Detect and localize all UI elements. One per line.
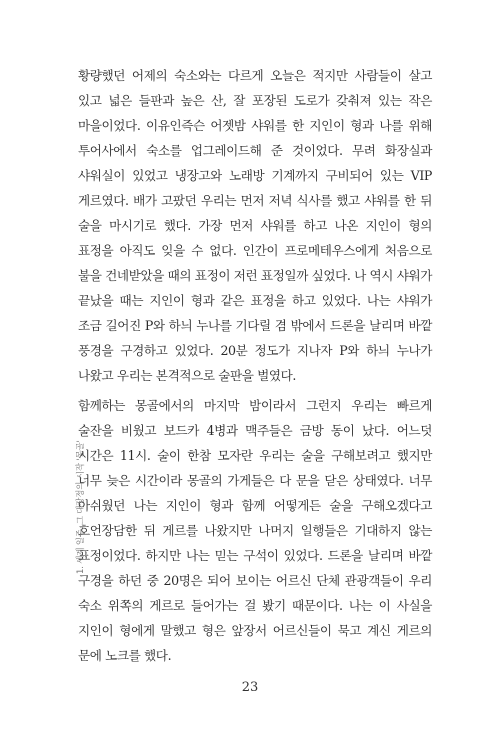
running-head: 1. 세계 일주, 그 대장정의 시작 '몽골' <box>76 440 86 574</box>
body-paragraph-1: 황량했던 어제의 숙소와는 다르게 오늘은 적지만 사람들이 살고 있고 넓은 들판과 높은 산, 잘 포장된 도로가 갖춰져 있는 작은 마을이었다. 이유인즉슨 어젯밤 샤워를 한 지인이 형과 나를 위해 투어사에서 숙소를 업그레이드해 준 것이었다. 무려 화장실과 샤워실이 있었고 냉장고와 노래방 기계까지 구비되어 있는 VIP 게르였다. 배가 고팠던 우리는 먼저 저녁 식사를 했고 샤워를 한 뒤 술을 마시기로 했다. 가장 먼저 샤워를 하고 나온 지인이 형의 표정을 아직도 잊을 수 없다. 인간이 프로메테우스에게 처음으로 불을 건네받았을 때의 표정이 저런 표정일까 싶었다. 나 역시 샤워가 끝났을 때는 지인이 형과 같은 표정을 하고 있었다. 나는 샤워가 조금 길어진 P와 하늬 누나를 기다릴 겸 밖에서 드론을 날리며 바깥 풍경을 구경하고 있었다. 20분 정도가 지나자 P와 하늬 누나가 나왔고 우리는 본격적으로 술판을 벌였다. <box>78 68 432 383</box>
page-number: 23 <box>241 680 259 695</box>
body-paragraph-2: 함께하는 몽골에서의 마지막 밤이라서 그런지 우리는 빠르게 술잔을 비웠고 보드카 4병과 맥주들은 금방 동이 났다. 어느덧 시간은 11시. 술이 한참 모자란 우리는 술을 구해보려고 했지만 너무 늦은 시간이라 몽골의 가게들은 다 문을 닫은 상태였다. 너무 아쉬웠던 나는 지인이 형과 함께 어떻게든 술을 구해오겠다고 호언장담한 뒤 게르를 나왔지만 나머지 일행들은 기대하지 않는 표정이었다. 하지만 나는 믿는 구석이 있었다. 드론을 날리며 바깥 구경을 하던 중 20명은 되어 보이는 어르신 단체 관광객들이 우리 숙소 위쪽의 게르로 들어가는 걸 봤기 때문이다. 나는 이 사실을 지인이 형에게 말했고 형은 앞장서 어르신들이 묵고 계신 게르의 문에 노크를 했다. <box>78 398 432 663</box>
